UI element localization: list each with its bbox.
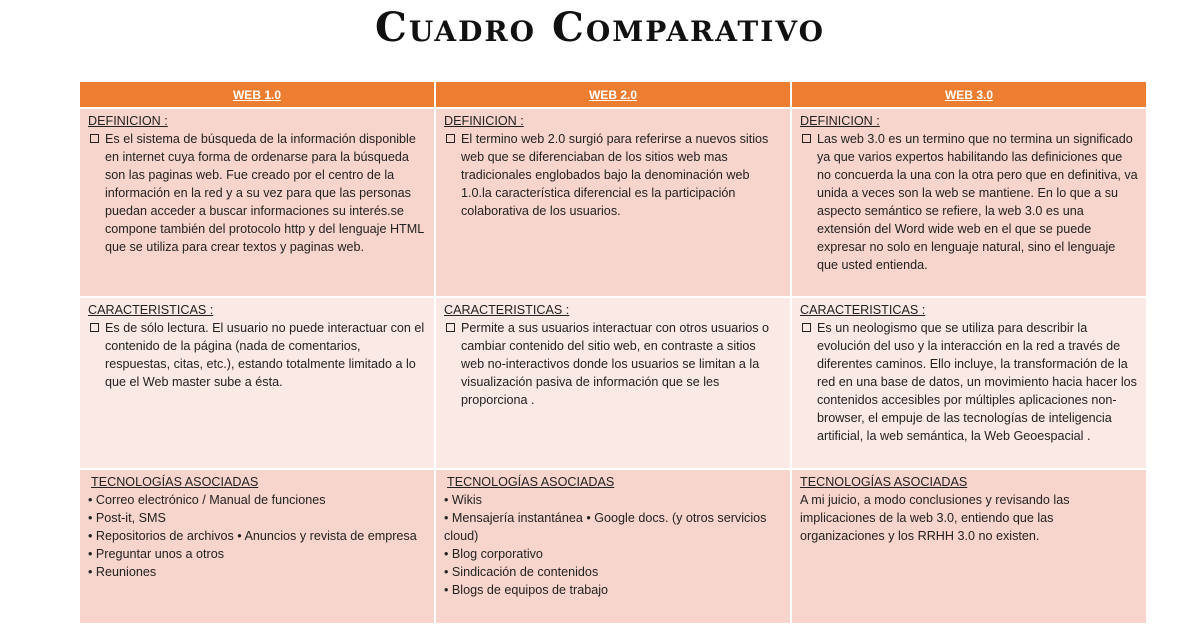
tecnologia-item: • Blog corporativo	[444, 547, 543, 561]
caracteristicas-row	[79, 297, 1147, 469]
definicion-label: DEFINICION :	[800, 114, 880, 128]
caracteristicas-cell-web2	[435, 297, 791, 469]
caracteristicas-label: CARACTERISTICAS :	[800, 303, 926, 317]
caracteristicas-text: Es de sólo lectura. El usuario no puede interactuar con el contenido de la página (nada de comentarios, respuestas, citas, etc.), estando totalmente limitado a lo que el Web master sube a ésta.	[105, 321, 425, 389]
tecnologia-item: • Reuniones	[88, 565, 157, 579]
definicion-label: DEFINICION :	[444, 114, 524, 128]
tecnologias-cell-web3	[791, 469, 1147, 624]
caracteristicas-label: CARACTERISTICAS :	[88, 303, 214, 317]
column-header-web1: WEB 1.0	[79, 81, 435, 108]
tecnologia-item: • Blogs de equipos de trabajo	[444, 583, 609, 597]
definicion-cell-web1	[79, 108, 435, 297]
header-row	[79, 81, 1147, 108]
comparison-table	[78, 80, 1148, 625]
checkbox-bullet-icon	[446, 134, 455, 143]
tecnologia-item: • Wikis	[444, 493, 482, 507]
tecnologias-cell-web1	[79, 469, 435, 624]
checkbox-bullet-icon	[446, 323, 455, 332]
definicion-cell-web3	[791, 108, 1147, 297]
tecnologia-item: • Post-it, SMS	[88, 511, 166, 525]
tecnologias-cell-web2	[435, 469, 791, 624]
caracteristicas-label: CARACTERISTICAS :	[444, 303, 570, 317]
page-title: Cuadro Comparativo	[375, 4, 825, 51]
tecnologia-item: • Correo electrónico / Manual de funciones	[88, 493, 326, 507]
checkbox-bullet-icon	[802, 323, 811, 332]
tecnologias-label: TECNOLOGÍAS ASOCIADAS	[447, 475, 615, 489]
column-header-web2: WEB 2.0	[435, 81, 791, 108]
column-header-web3: WEB 3.0	[791, 81, 1147, 108]
tecnologia-item: • Sindicación de contenidos	[444, 565, 599, 579]
caracteristicas-cell-web3	[791, 297, 1147, 469]
checkbox-bullet-icon	[90, 134, 99, 143]
definicion-text: Es el sistema de búsqueda de la información disponible en internet cuya forma de ordenarse para la búsqueda son las paginas web. Fue creado por el centro de la información en la red y a su vez para que las personas puedan acceder a buscar informaciones su interés.se compone también del protocolo http y del lenguaje HTML que se utiliza para crear textos y paginas web.	[105, 132, 424, 254]
tecnologias-row	[79, 469, 1147, 624]
tecnologias-label: TECNOLOGÍAS ASOCIADAS	[800, 475, 968, 489]
conclusion-text: A mi juicio, a modo conclusiones y revisando las implicaciones de la web 3.0, entiendo que las organizaciones y los RRHH 3.0 no existen.	[800, 493, 1070, 543]
caracteristicas-cell-web1	[79, 297, 435, 469]
definicion-text: Las web 3.0 es un termino que no termina un significado ya que varios expertos habilitando las definiciones que no concuerda la una con la otra pero que en definitiva, va unida a veces son la web se mantiene. En lo que a su aspecto semántico se refiere, la web 3.0 es una extensión del Word wide web en el que se puede expresar no solo en lenguaje natural, sino el lenguaje que usted entienda.	[817, 132, 1138, 272]
definicion-row	[79, 108, 1147, 297]
definicion-cell-web2	[435, 108, 791, 297]
definicion-text: El termino web 2.0 surgió para referirse a nuevos sitios web que se diferenciaban de los sitios web mas tradicionales englobados bajo la denominación web 1.0.la característica diferencial es la participación colaborativa de los usuarios.	[461, 132, 769, 218]
tecnologias-label: TECNOLOGÍAS ASOCIADAS	[91, 475, 259, 489]
caracteristicas-text: Permite a sus usuarios interactuar con otros usuarios o cambiar contenido del sitio web, en contraste a sitios web no-interactivos donde los usuarios se limitan a la visualización pasiva de información que se les proporciona .	[461, 321, 769, 407]
tecnologia-item: • Mensajería instantánea • Google docs. (y otros servicios cloud)	[444, 511, 767, 543]
definicion-label: DEFINICION :	[88, 114, 168, 128]
caracteristicas-text: Es un neologismo que se utiliza para describir la evolución del uso y la interacción en la red a través de diferentes caminos. Ello incluye, la transformación de la red en una base de datos, un movimiento hacia hacer los contenidos accesibles por múltiples aplicaciones non-browser, el empuje de las tecnologías de inteligencia artificial, la web semántica, la Web Geoespacial .	[817, 321, 1137, 443]
checkbox-bullet-icon	[90, 323, 99, 332]
tecnologia-item: • Repositorios de archivos • Anuncios y revista de empresa	[88, 529, 417, 543]
checkbox-bullet-icon	[802, 134, 811, 143]
tecnologia-item: • Preguntar unos a otros	[88, 547, 225, 561]
